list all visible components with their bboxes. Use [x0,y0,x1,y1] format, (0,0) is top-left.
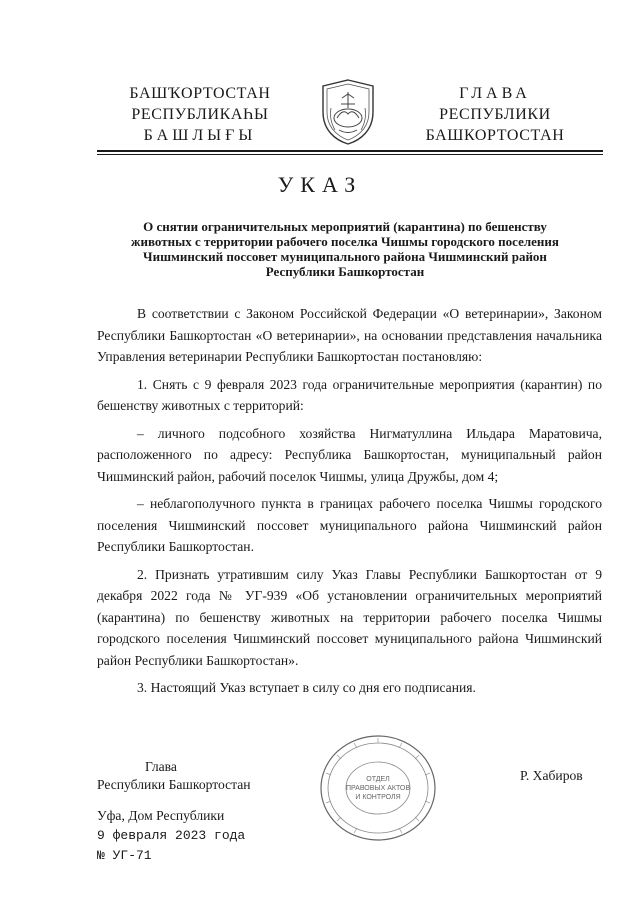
body-paragraph-item-3: 3. Настоящий Указ вступает в силу со дня его подписания. [137,680,476,695]
document-title: УКАЗ [277,172,363,197]
coat-of-arms-emblem [317,78,379,146]
issue-details [97,806,245,866]
signature-position [97,758,297,794]
body-paragraph-item-2: 2. Признать утратившим силу Указ Главы Республики Башкортостан от 9 декабря 2022 года № УГ-939 «Об установлении ограничительных мероприятий (карантина) по бешенству животных на территории рабочего поселка Чишмы городского поселения Чишминский поссовет муниципального района Чишминский район Республики Башкортостан». [97,566,602,668]
issue-place: Уфа, Дом Республики [97,808,225,823]
header-right-line-3: БАШКОРТОСТАН [425,127,565,144]
body-paragraph-subitem-2: – неблагополучного пункта в границах рабочего поселка Чишмы городского поселения Чишминский поссовет муниципального района Чишминский район Республики Башкортостан. [97,496,602,554]
signature-position-line-1: Глава [145,759,177,774]
body-paragraph-subitem-1: – личного подсобного хозяйства Нигматуллина Ильдара Маратовича, расположенного по адресу: Республика Башкортостан, муниципальный район Чишминский район, рабочий поселок Чишмы, улица Дружбы, дом 4; [97,425,602,484]
header-right-block [405,83,585,146]
stamp-line-1: ОТДЕЛ [366,776,390,783]
header-left-block [110,83,290,146]
document-body [97,303,602,705]
header-divider-thin [97,154,603,155]
header-right-line-1: ГЛАВА [459,85,531,102]
document-subject: О снятии ограничительных мероприятий (карантина) по бешенству животных с территории рабочего поселка Чишмы городского поселения Чишминский поссовет муниципального района Чишминский район Республики Башкортостан [131,219,559,279]
stamp-line-2: ПРАВОВЫХ АКТОВ [345,785,411,792]
signer-name: Р. Хабиров [520,768,583,783]
issue-number: № УГ-71 [97,848,152,863]
header-left-line-3: БАШЛЫҒЫ [143,127,257,144]
body-paragraph-item-1: 1. Снять с 9 февраля 2023 года ограничительные мероприятия (карантин) по бешенству животных с территорий: [97,376,602,413]
issue-date: 9 февраля 2023 года [97,828,246,843]
header-left-line-2: РЕСПУБЛИКАҺЫ [131,106,269,123]
official-stamp [318,733,438,843]
body-paragraph-preamble: В соответствии с Законом Российской Федерации «О ветеринарии», Законом Республики Башкортостан «О ветеринарии», на основании представления начальника Управления ветеринарии Республики Башкортостан постановляю: [97,306,602,364]
header-right-line-2: РЕСПУБЛИКИ [439,106,551,123]
signature-position-line-2: Республики Башкортостан [97,777,251,792]
header-divider-thick [97,150,603,152]
stamp-line-3: И КОНТРОЛЯ [355,794,401,801]
header-left-line-1: БАШҠОРТОСТАН [129,85,271,102]
